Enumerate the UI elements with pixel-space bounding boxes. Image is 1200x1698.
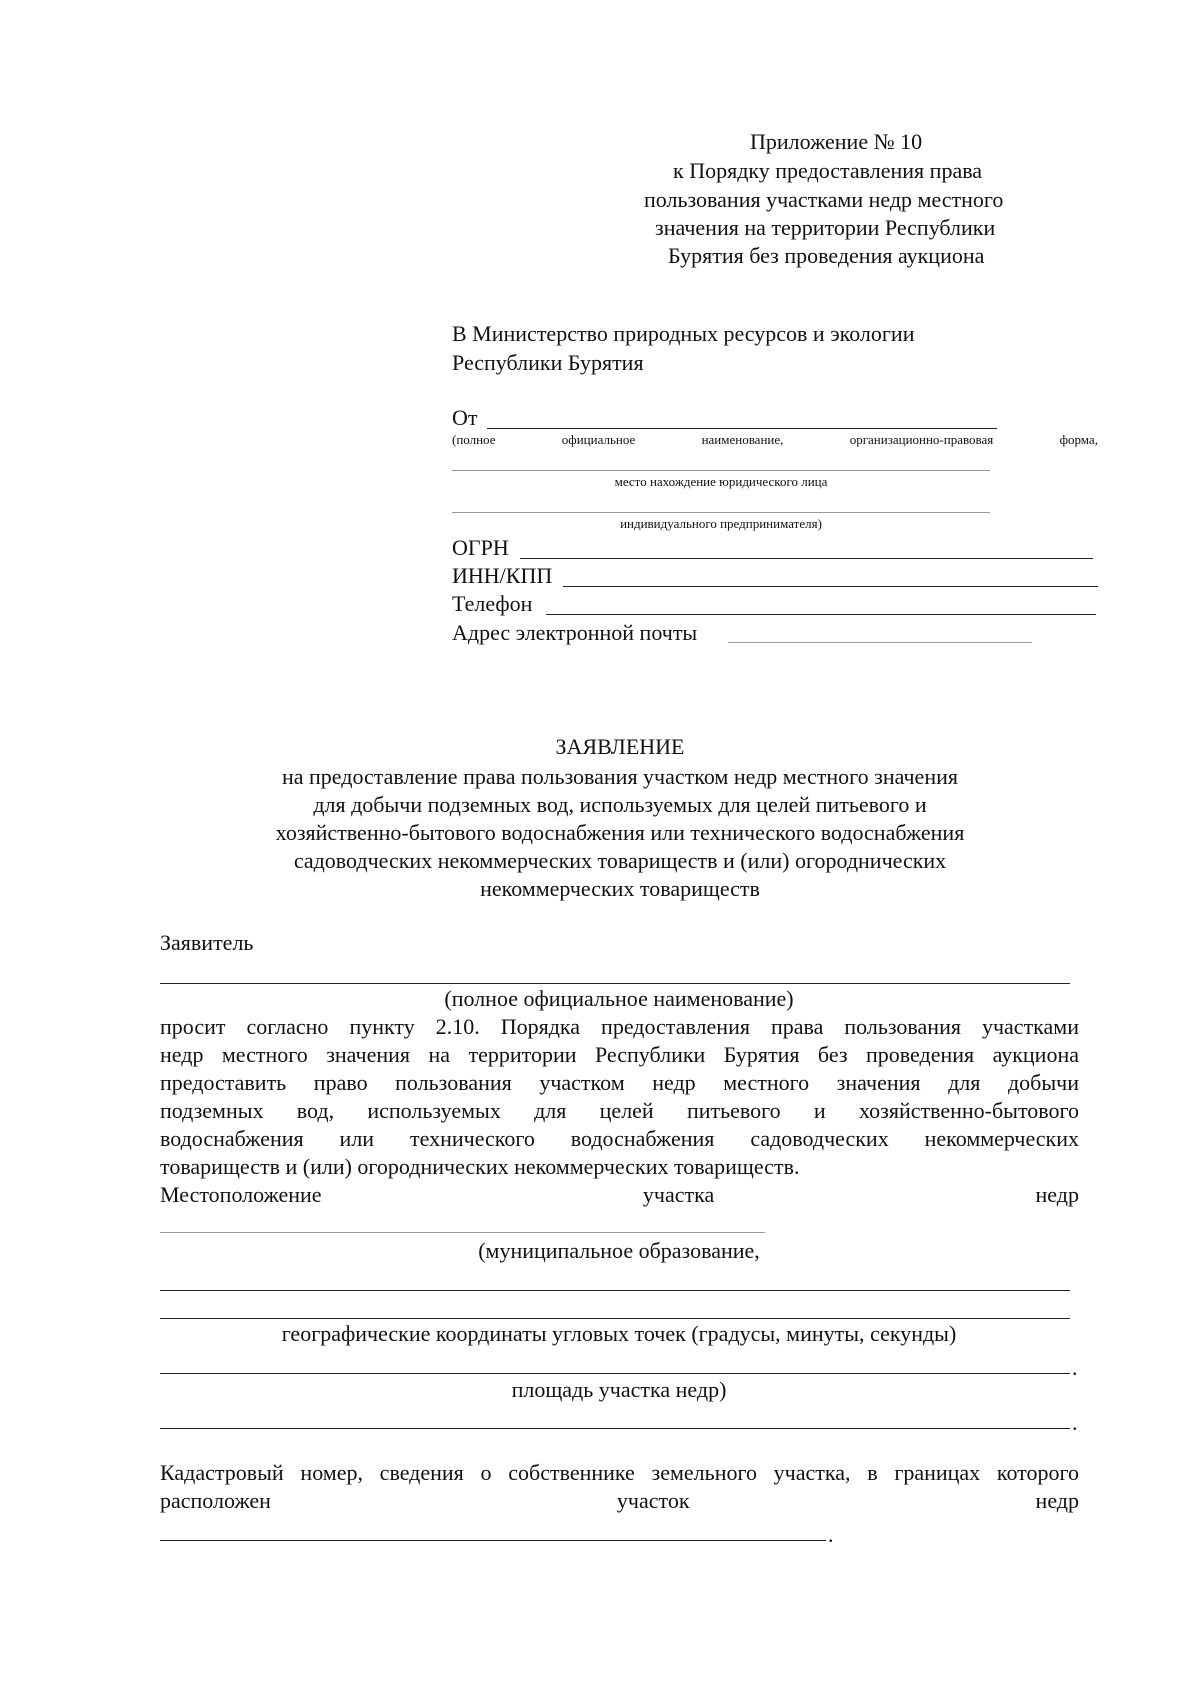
period-mark: . xyxy=(828,1522,834,1547)
appendix-line: пользования участками недр местного xyxy=(644,187,1004,212)
request-line: недр местного значения на территории Республики Бурятия без проведения аукциона xyxy=(160,1042,1079,1067)
appendix-line: Бурятия без проведения аукциона xyxy=(668,243,985,268)
appendix-line: к Порядку предоставления права xyxy=(673,158,983,183)
phone-label: Телефон xyxy=(452,591,533,616)
request-line: предоставить право пользования участком недр местного значения для добычи xyxy=(160,1070,1079,1095)
statement-subtitle-line: хозяйственно-бытового водоснабжения или технического водоснабжения xyxy=(275,820,965,845)
from-label: От xyxy=(452,405,478,430)
applicant-hint: (полное официальное наименование) xyxy=(444,986,794,1011)
statement-title: ЗАЯВЛЕНИЕ xyxy=(555,734,685,759)
cadastral-line: Кадастровый номер, сведения о собственнике земельного участка, в границах которого xyxy=(160,1460,1079,1485)
email-line xyxy=(728,642,1032,643)
inn-line xyxy=(563,586,1098,587)
period-mark: . xyxy=(1072,1355,1078,1380)
location-hint-3: площадь участка недр) xyxy=(511,1377,727,1402)
request-line: водоснабжения или технического водоснабжения садоводческих некоммерческих xyxy=(160,1126,1079,1151)
from-hint-3: индивидуального предпринимателя) xyxy=(620,516,822,531)
location-word: недр xyxy=(1035,1182,1079,1207)
request-line: просит согласно пункту 2.10. Порядка предоставления права пользования участками xyxy=(160,1014,1079,1039)
ogrn-line xyxy=(520,558,1093,559)
location-line-1 xyxy=(160,1232,765,1233)
appendix-number: Приложение № 10 xyxy=(750,129,923,154)
location-hint-1: (муниципальное образование, xyxy=(478,1238,760,1263)
hint-word: организационно-правовая xyxy=(849,432,994,447)
request-last-line: товариществ и (или) огороднических некоммерческих товариществ. xyxy=(160,1154,800,1179)
from-line-2 xyxy=(452,470,990,471)
statement-subtitle-line: на предоставление права пользования участком недр местного значения xyxy=(281,764,958,789)
applicant-line xyxy=(160,983,1070,984)
cadastral-word: участок xyxy=(616,1488,690,1513)
addressee-line: В Министерство природных ресурсов и экологии xyxy=(452,321,915,346)
hint-word: официальное xyxy=(561,432,636,447)
applicant-label: Заявитель xyxy=(160,930,254,955)
location-row xyxy=(160,1181,1079,1209)
addressee-line: Республики Бурятия xyxy=(452,350,644,375)
statement-subtitle-line: некоммерческих товариществ xyxy=(480,876,760,901)
inn-label: ИНН/КПП xyxy=(452,563,553,588)
appendix-line: значения на территории Республики xyxy=(655,215,996,240)
request-line: подземных вод, используемых для целей питьевого и хозяйственно-бытового xyxy=(160,1098,1079,1123)
statement-subtitle-line: для добычи подземных вод, используемых для целей питьевого и xyxy=(313,792,927,817)
cadastral-word: недр xyxy=(1035,1488,1079,1513)
location-hint-2: географические координаты угловых точек (градусы, минуты, секунды) xyxy=(281,1321,957,1346)
period-mark: . xyxy=(1072,1410,1078,1435)
from-line xyxy=(487,428,997,429)
hint-word: форма, xyxy=(1059,432,1098,447)
from-line-3 xyxy=(452,512,990,513)
hint-word: (полное xyxy=(452,432,496,447)
email-label: Адрес электронной почты xyxy=(452,620,698,645)
location-word: Местоположение xyxy=(160,1182,322,1207)
location-line-2 xyxy=(160,1290,1070,1291)
cadastral-fill-line xyxy=(160,1540,826,1541)
cadastral-word: расположен xyxy=(160,1488,271,1513)
ogrn-label: ОГРН xyxy=(452,535,509,560)
statement-subtitle-line: садоводческих некоммерческих товариществ и (или) огороднических xyxy=(293,848,947,873)
from-hint-2: место нахождение юридического лица xyxy=(614,474,828,489)
from-hint-row xyxy=(452,432,1098,448)
hint-word: наименование, xyxy=(701,432,784,447)
location-word: участка xyxy=(642,1182,715,1207)
location-line-3 xyxy=(160,1318,1070,1319)
location-line-5 xyxy=(160,1428,1070,1429)
cadastral-row xyxy=(160,1487,1079,1515)
location-line-4 xyxy=(160,1373,1070,1374)
phone-line xyxy=(546,614,1096,615)
